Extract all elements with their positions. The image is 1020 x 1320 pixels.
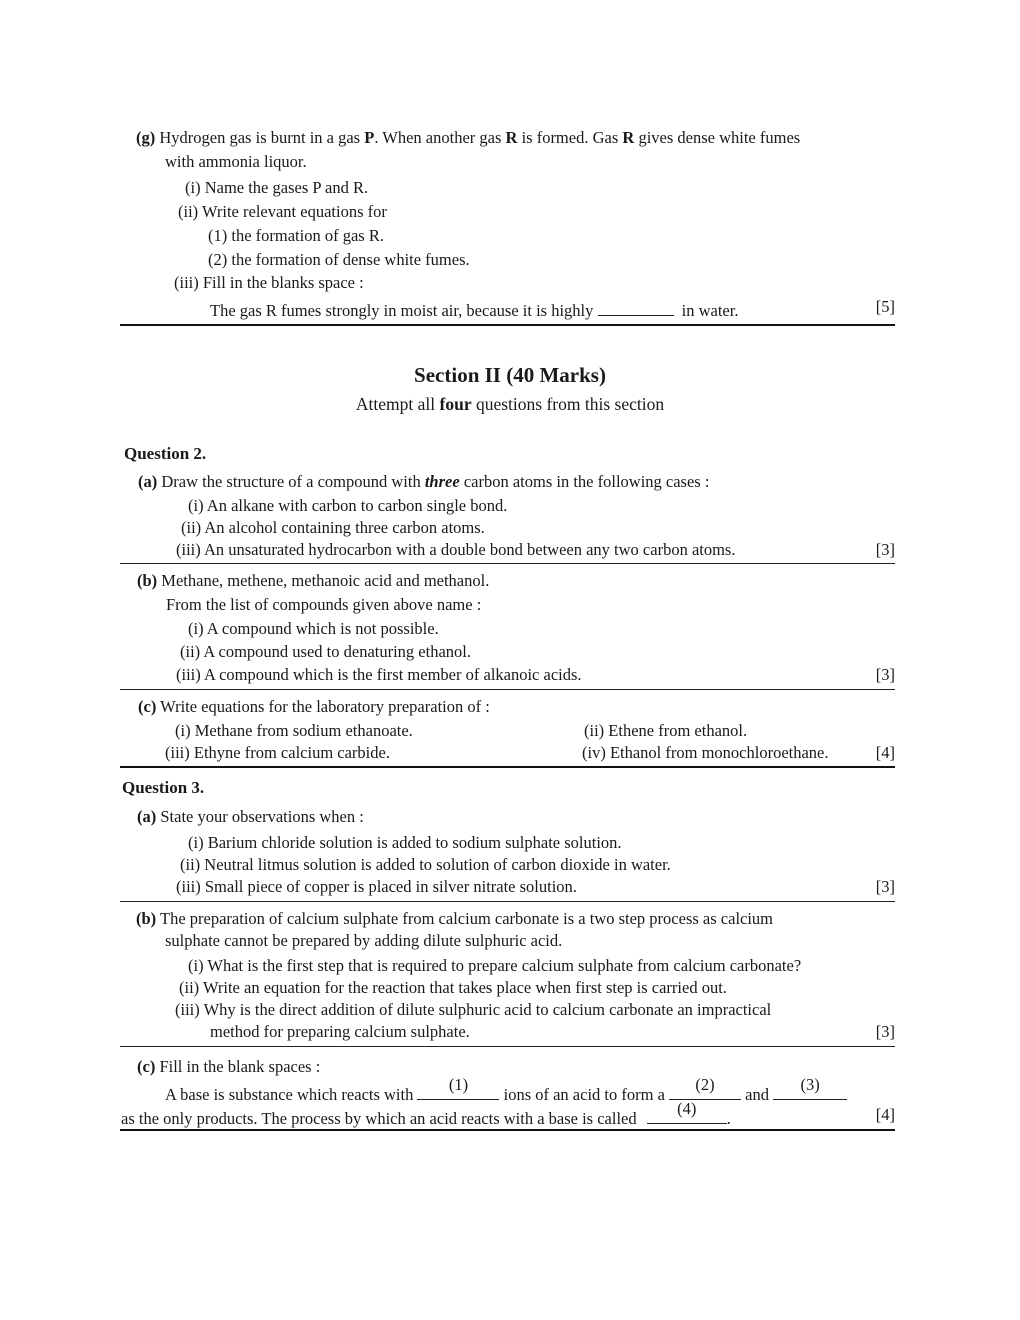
q2b-stem2: From the list of compounds given above name : — [166, 595, 482, 614]
divider — [120, 1046, 895, 1047]
q3b-ii: (ii) Write an equation for the reaction that takes place when first step is carried out. — [179, 978, 727, 997]
section-instructions — [0, 393, 1020, 415]
divider — [120, 766, 895, 768]
q3c-part5: . — [726, 1109, 731, 1128]
q2b-label: (b) — [137, 571, 158, 590]
q1g-label: (g) — [136, 128, 156, 147]
marks: [3] — [875, 540, 895, 559]
q1g-line1 — [136, 128, 800, 148]
q3a-label: (a) — [137, 807, 157, 826]
question-title: Question 2. — [124, 444, 207, 463]
q3c-stem-text: Fill in the blank spaces : — [159, 1057, 321, 1076]
blank-3 — [773, 1075, 847, 1100]
gas-p: P — [364, 128, 375, 147]
marks: [4] — [875, 743, 895, 762]
q3b-stem — [136, 909, 773, 929]
blank-1 — [417, 1075, 499, 1100]
blank-4-label: (4) — [677, 1099, 697, 1118]
instr-a: Attempt all — [355, 394, 436, 414]
q3c-line2 — [121, 1099, 731, 1129]
q2b-stem-text: Methane, methene, methanoic acid and methanol. — [161, 571, 490, 590]
q3b-iii2: method for preparing calcium sulphate. — [210, 1022, 470, 1041]
q2a-i: (i) An alkane with carbon to carbon single bond. — [188, 496, 508, 515]
divider — [120, 563, 895, 564]
q3c-line1 — [165, 1075, 847, 1105]
q1g-ii-1: (1) the formation of gas R. — [208, 226, 384, 245]
q1g-i: (i) Name the gases P and R. — [185, 178, 369, 197]
q3a-ii: (ii) Neutral litmus solution is added to solution of carbon dioxide in water. — [180, 855, 671, 874]
divider — [120, 901, 895, 902]
q2b-iii: (iii) A compound which is the first member of alkanoic acids. — [176, 665, 582, 684]
q3b-label: (b) — [136, 909, 157, 928]
instr-c: questions from this section — [475, 394, 665, 414]
q2b-stem — [137, 571, 489, 591]
q3b-iii: (iii) Why is the direct addition of dilute sulphuric acid to calcium carbonate an impractical — [175, 1000, 772, 1019]
q2c-label: (c) — [138, 697, 157, 716]
q2b-i: (i) A compound which is not possible. — [188, 619, 439, 638]
divider — [120, 1129, 895, 1131]
q2c-iv: (iv) Ethanol from monochloroethane. — [582, 743, 829, 762]
marks: [3] — [875, 877, 895, 896]
q2a-stem-c: carbon atoms in the following cases : — [463, 472, 710, 491]
q3a-stem — [137, 807, 364, 827]
q2c-stem-text: Write equations for the laboratory preparation of : — [160, 697, 490, 716]
blank-1-label: (1) — [448, 1075, 469, 1094]
q2c-i: (i) Methane from sodium ethanoate. — [175, 721, 413, 740]
q2a-label: (a) — [138, 472, 158, 491]
q2b-ii: (ii) A compound used to denaturing ethanol. — [180, 642, 471, 661]
q3a-i: (i) Barium chloride solution is added to sodium sulphate solution. — [188, 833, 622, 852]
q1g-text: Hydrogen gas is burnt in a gas — [159, 128, 361, 147]
q1g-iii: (iii) Fill in the blanks space : — [174, 273, 364, 292]
q1g-iii-text — [210, 297, 738, 321]
q3b-i: (i) What is the first step that is required to prepare calcium sulphate from calcium carbonate? — [188, 956, 802, 975]
blank-3-label: (3) — [800, 1075, 820, 1094]
q2a-ii: (ii) An alcohol containing three carbon atoms. — [181, 518, 485, 537]
marks: [5] — [875, 297, 895, 316]
q2a-stem-a: Draw the structure of a compound with — [161, 472, 421, 491]
q2c-ii: (ii) Ethene from ethanol. — [584, 721, 748, 740]
instr-b: four — [439, 394, 472, 414]
q1g-text-d: gives dense white fumes — [638, 128, 801, 147]
blank-4 — [647, 1099, 727, 1124]
q1g-text-b: . When another gas — [374, 128, 502, 147]
q3c-part3: and — [745, 1085, 769, 1104]
q3c-label: (c) — [137, 1057, 156, 1076]
q2a-iii: (iii) An unsaturated hydrocarbon with a double bond between any two carbon atoms. — [176, 540, 736, 559]
gas-r: R — [505, 128, 518, 147]
q1g-ii-2: (2) the formation of dense white fumes. — [208, 250, 470, 269]
q2c-stem — [138, 697, 490, 717]
q3a-stem-text: State your observations when : — [160, 807, 364, 826]
q2c-iii: (iii) Ethyne from calcium carbide. — [165, 743, 390, 762]
q3c-part2: ions of an acid to form a — [503, 1085, 665, 1104]
q1g-text-c: is formed. Gas — [521, 128, 619, 147]
q3c-part4: as the only products. The process by which an acid reacts with a base is called — [121, 1109, 637, 1128]
q3a-iii: (iii) Small piece of copper is placed in silver nitrate solution. — [176, 877, 577, 896]
q1g-ii: (ii) Write relevant equations for — [178, 202, 387, 221]
q1g-line2: with ammonia liquor. — [165, 152, 307, 171]
blank — [598, 297, 674, 316]
blank-2-label: (2) — [695, 1075, 715, 1094]
marks: [3] — [875, 665, 895, 684]
q3c-part1: A base is substance which reacts with — [165, 1085, 414, 1104]
section-title: Section II (40 Marks) — [414, 363, 606, 387]
divider — [120, 689, 895, 690]
q3b-stem2: sulphate cannot be prepared by adding dilute sulphuric acid. — [165, 931, 563, 950]
marks: [4] — [875, 1105, 895, 1124]
gas-r-2: R — [622, 128, 635, 147]
q2a-stem-b: three — [424, 472, 460, 491]
q3c-stem — [137, 1057, 320, 1077]
question-title: Question 3. — [122, 778, 205, 797]
q1g-iii-tail: in water. — [681, 301, 739, 320]
marks: [3] — [875, 1022, 895, 1041]
divider — [120, 324, 895, 326]
q1g-iii-sentence: The gas R fumes strongly in moist air, because it is highly — [210, 301, 594, 320]
blank-2 — [669, 1075, 741, 1100]
q3b-stem-text: The preparation of calcium sulphate from calcium carbonate is a two step process as calcium — [160, 909, 774, 928]
q2a-stem — [138, 472, 709, 492]
